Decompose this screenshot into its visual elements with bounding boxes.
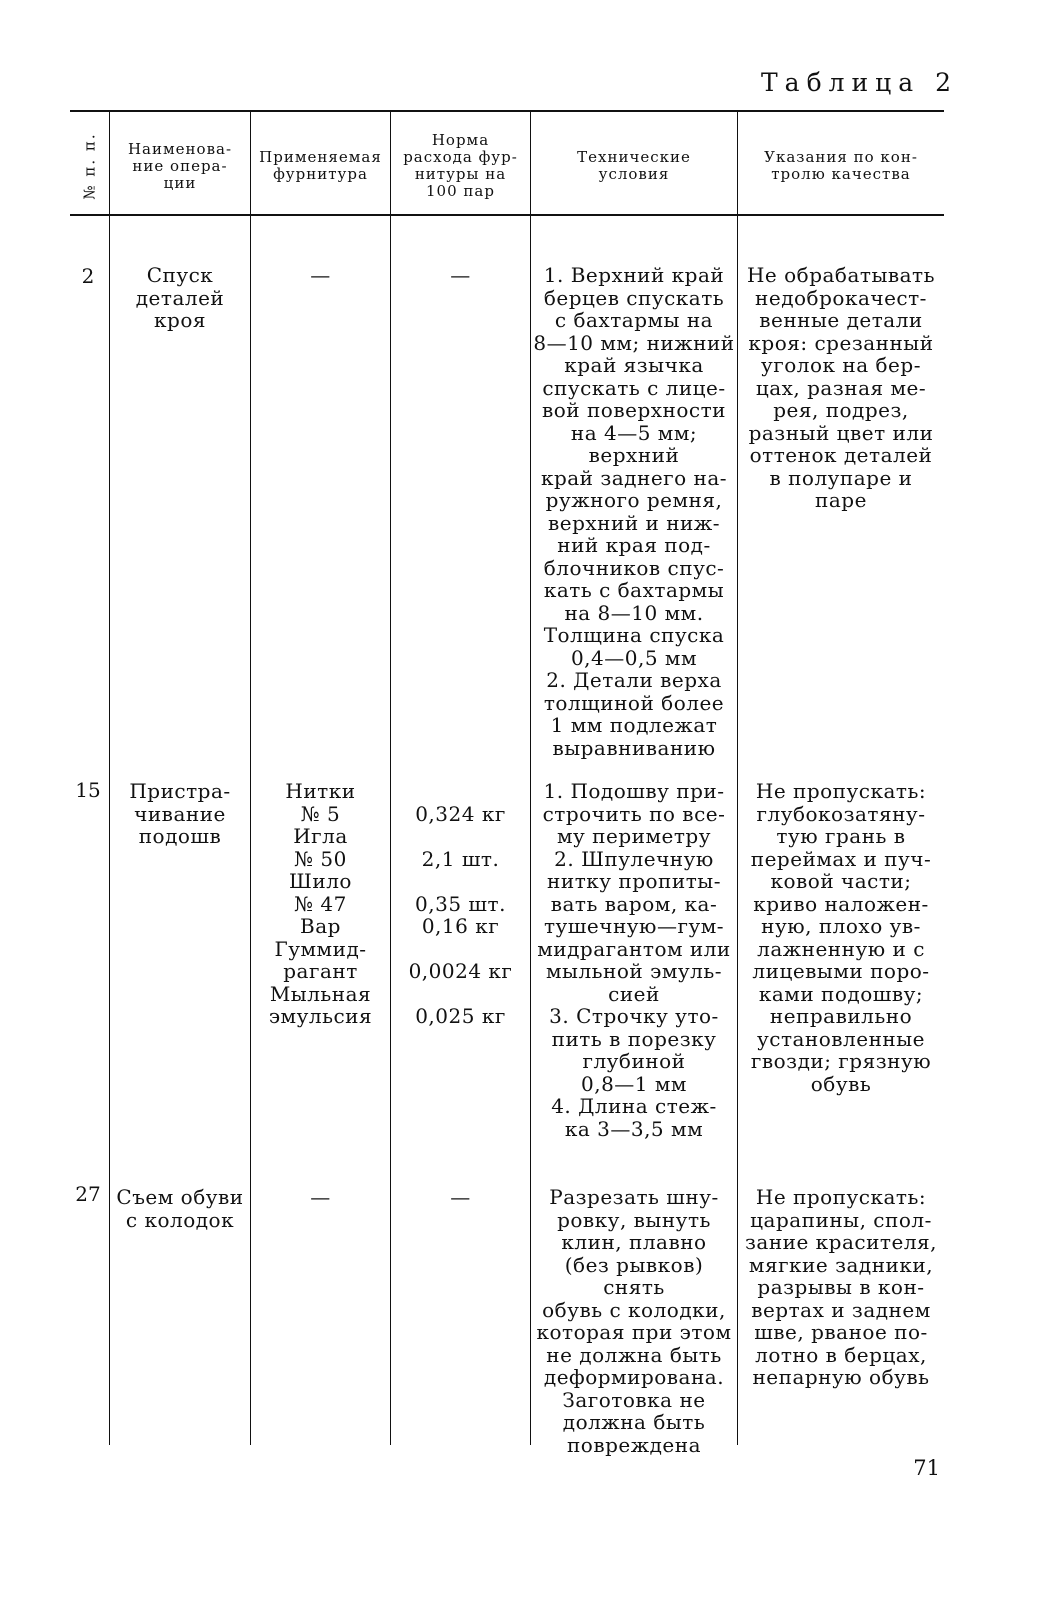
technical-conditions: Разрезать шну- ровку, вынуть клин, плавно (без рывков) снять обувь с колодки, которая при этом не должна быть деформирована. Заготовка не должна быть повреждена [536,1185,732,1457]
quality-control-notes: Не пропускать: глубокозатяну- тую грань в переймах и пуч- ковой части; криво наложен- ную, плохо ув- лажненную и с лицевыми поро- ками подошву; неправильно установленные гвозди; грязную обувь [750,779,932,1096]
operation-name: Пристра- чивание подошв [129,779,231,848]
header-fittings: Применяемая фурнитура [259,148,382,183]
column-divider [250,112,251,1445]
fittings-cell: Нитки № 5 Игла № 50 Шило № 47 Вар Гуммид- рагант Мыльная эмульсия [268,779,373,1028]
norm-cell: — [450,263,471,287]
table-top-rule [70,110,944,112]
quality-control-notes: Не пропускать: царапины, спол- зание красителя, мягкие задники, разрывы в кон- вертах и заднем шве, рваное по- лотно в берцах, непарную обувь [744,1185,938,1389]
operation-name: Съем обуви с колодок [116,1185,244,1232]
row-number: 2 [81,264,95,288]
header-norm: Норма расхода фур- нитуры на 100 пар [403,131,518,200]
norm-value: 0,0024 кг [408,959,513,983]
fittings-cell: — [310,1185,331,1209]
norm-value: 0,35 шт. [415,892,506,916]
operation-name: Спуск деталей кроя [135,263,225,332]
norm-cell: — [450,1185,471,1209]
header-quality: Указания по кон- тролю качества [764,148,918,183]
norm-value: 0,16 кг [421,914,500,938]
technical-conditions: 1. Подошву при- строчить по все- му периметру 2. Шпулечную нитку пропиты- вать варом, ка- тушечную—гум- мидрагантом или мыльной эмуль- сией 3. Строчку уто- пить в порезку глубиной 0,8—1 мм 4. Длина стеж- ка 3—3,5 мм [537,779,731,1141]
row-number: 15 [75,778,101,802]
table-caption: Таблица 2 [760,68,958,97]
norm-value: 0,025 кг [415,1004,506,1028]
norm-value: 2,1 шт. [421,847,500,871]
norm-value: 0,324 кг [415,802,506,826]
header-number: № п. п. [81,132,100,200]
row-number: 27 [75,1182,101,1206]
fittings-cell: — [310,263,331,287]
header-operation: Наименова- ние опера- ции [127,139,233,192]
technical-conditions: 1. Верхний край берцев спускать с бахтармы на 8—10 мм; нижний край язычка спускать с лице- вой поверхности на 4—5 мм; верхний край заднего на- ружного ремня, верхний и ниж- ний края под- блочников спус- кать с бахтармы на 8—10 мм. Толщина спуска 0,4—0,5 мм 2. Детали верха толщиной более 1 мм подлежат выравниванию [533,263,735,760]
quality-control-notes: Не обрабатывать недоброкачест- венные детали кроя: срезанный уголок на бер- цах, разная ме- рея, подрез, разный цвет или оттенок деталей в полупаре и паре [746,263,936,512]
page-number: 71 [913,1456,940,1480]
header-conditions: Технические условия [577,148,691,183]
column-divider [390,112,391,1445]
